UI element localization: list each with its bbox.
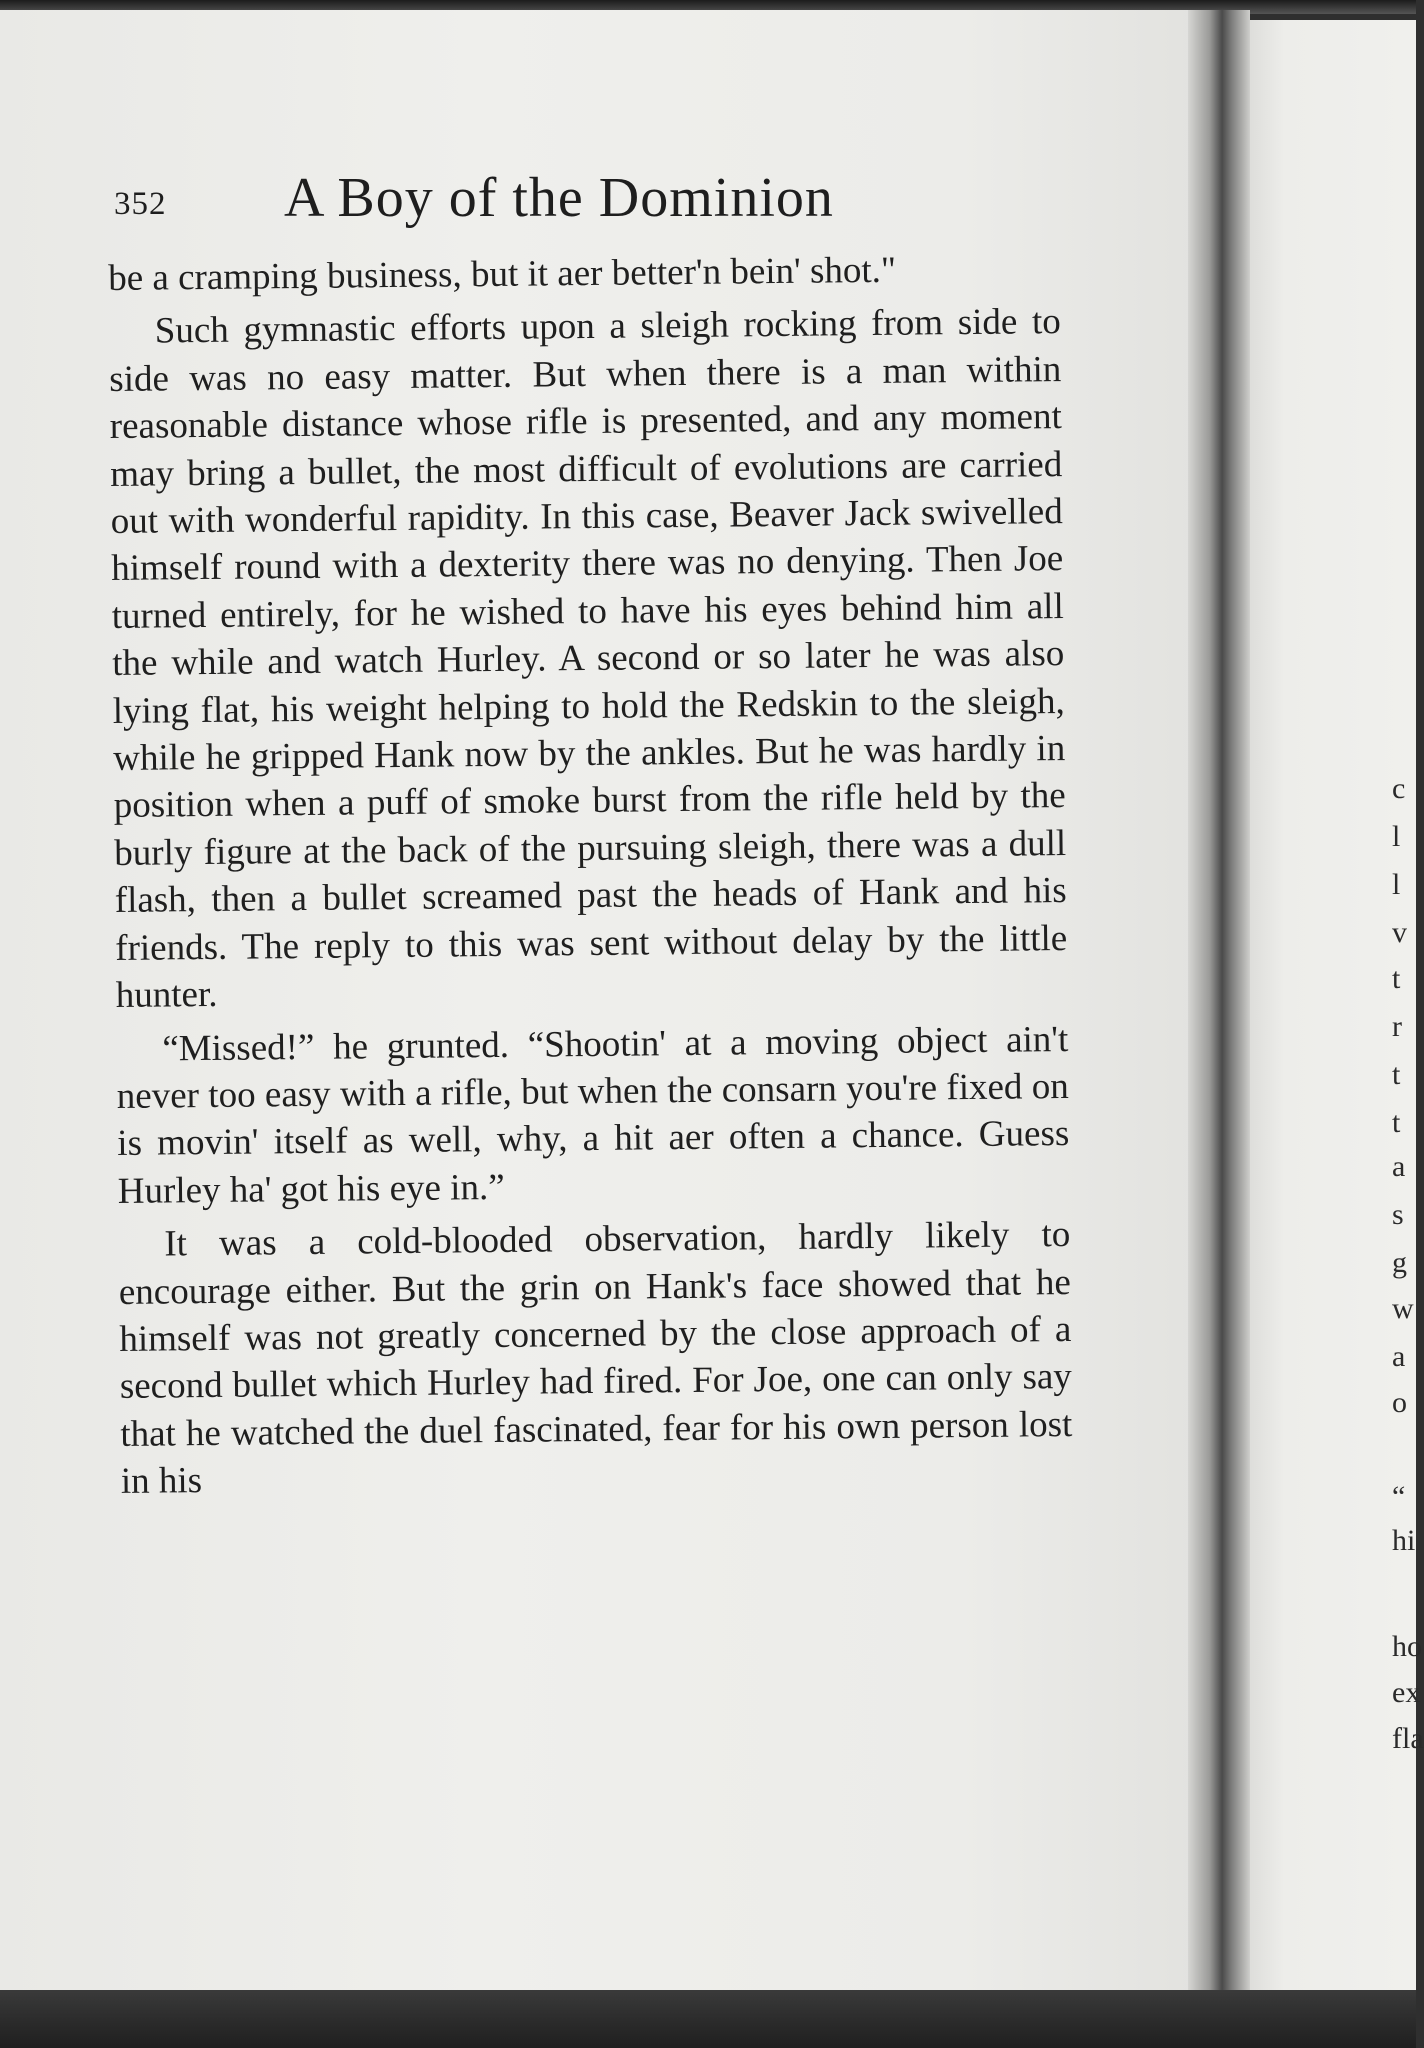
right-page-fragment: t	[1392, 1106, 1401, 1139]
right-page-fragment: c	[1392, 772, 1406, 805]
scanner-bottom-edge	[0, 1990, 1416, 2048]
body-text	[108, 245, 1073, 1505]
right-page-fragment: v	[1392, 916, 1407, 949]
right-page-fragment: a	[1392, 1340, 1406, 1373]
right-page-fragment: ex	[1392, 1676, 1421, 1709]
right-page-fragment: s	[1392, 1198, 1404, 1231]
right-page	[1240, 20, 1416, 1992]
right-page-fragment: l	[1392, 868, 1401, 901]
right-page-fragment: fla	[1392, 1722, 1424, 1755]
right-page-fragment: a	[1392, 1150, 1406, 1183]
page-header	[114, 166, 1074, 236]
right-page-fragment: hi	[1392, 1524, 1416, 1557]
right-page-fragment: t	[1392, 962, 1401, 995]
book-gutter	[1188, 10, 1250, 1992]
paragraph: Such gymnastic efforts upon a sleigh rocking from side to side was no easy matter. But when there is a man within reasonable distance whose rifle is presented, and any moment may bring a bullet, the most difficult of evolutions are carried out with wonderful rapidity. In this case, Beaver Jack swivelled himself round with a dexterity there was no denying. Then Joe turned entirely, for he wished to have his eyes behind him all the while and watch Hurley. A second or so later he was also lying flat, his weight helping to hold the Redskin to the sleigh, while he gripped Hank now by the ankles. But he was hardly in position when a puff of smoke burst from the rifle held by the burly figure at the back of the pursuing sleigh, there was a dull flash, then a bullet screamed past the heads of Hank and his friends. The reply to this was sent without delay by the little hunter.	[109, 301, 1068, 1017]
paragraph: It was a cold-blooded observation, hardly likely to encourage either. But the grin on Hank's face showed that he himself was not greatly concerned by the close approach of a second bullet which Hurley had fired. For Joe, one can only say that he watched the duel fascinated, fear for his own person lost in his	[118, 1214, 1073, 1503]
page-number: 352	[114, 186, 167, 222]
right-page-fragment: o	[1392, 1386, 1407, 1419]
right-page-fragment: ho	[1392, 1630, 1422, 1663]
running-title: A Boy of the Dominion	[284, 167, 834, 229]
right-page-fragment: r	[1392, 1010, 1402, 1043]
right-page-fragment: w	[1392, 1292, 1414, 1325]
right-page-fragment: “	[1392, 1480, 1406, 1513]
paragraph: “Missed!” he grunted. “Shootin' at a moving object ain't never too easy with a rifle, but when the consarn you're fixed on is movin' itself as well, why, a hit aer often a chance. Guess Hurley ha' got his eye in.”	[116, 1018, 1070, 1212]
right-page-fragment: l	[1392, 820, 1401, 853]
right-page-fragments	[1392, 0, 1424, 2048]
right-page-fragment: t	[1392, 1058, 1401, 1091]
right-page-fragment: g	[1392, 1246, 1407, 1279]
paragraph-continued: be a cramping business, but it aer better'n bein' shot."	[108, 249, 897, 299]
